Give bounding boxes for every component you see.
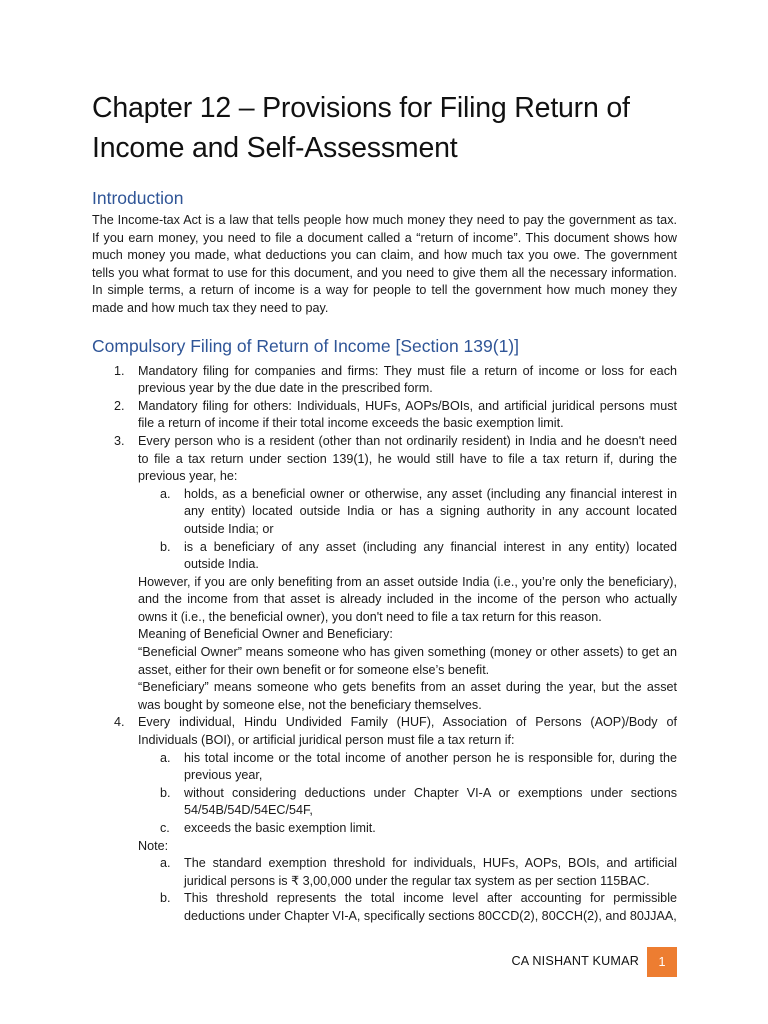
- sub-item-text: is a beneficiary of any asset (including any financial interest in any entity) located outside India.: [184, 539, 677, 572]
- note-item: [138, 890, 677, 925]
- list-item-number: 2.: [114, 398, 125, 413]
- sub-item-letter: a.: [160, 486, 171, 501]
- sub-list-item: [138, 750, 677, 785]
- list-item: [92, 398, 677, 433]
- sub-list: [138, 486, 677, 574]
- sub-item-letter: b.: [160, 539, 171, 554]
- sub-list-item: [138, 486, 677, 539]
- footer-author: CA NISHANT KUMAR: [511, 954, 639, 968]
- sub-list: [138, 750, 677, 838]
- sub-list-item: [138, 820, 677, 838]
- list-item: [92, 363, 677, 398]
- list-item: [92, 433, 677, 715]
- introduction-heading: Introduction: [92, 188, 184, 208]
- page-footer: [0, 947, 768, 977]
- list-item-text: Every person who is a resident (other than not ordinarily resident) in India and he doesn't need to file a tax return under section 139(1), he would still have to file a tax return if, during the previous year, he:: [138, 433, 677, 484]
- sub-item-letter: a.: [160, 750, 171, 765]
- note-item: [138, 855, 677, 890]
- exception-paragraph: However, if you are only benefiting from an asset outside India (i.e., you’re only the beneficiary), and the income from that asset is already included in the income of the person who actually owns it (i.e., the beneficial owner), you don't need to file a tax return for this reason.: [138, 574, 677, 624]
- list-item-number: 3.: [114, 433, 125, 448]
- introduction-paragraph: The Income-tax Act is a law that tells people how much money they need to pay the government as tax. If you earn money, you need to file a document called a “return of income”. This document shows how much money you made, what deductions you can claim, and how much tax you owe. The government tells you what format to use for this document, and you need to give them all the necessary information. In simple terms, a return of income is a way for people to tell the government how much money they made and how much tax they need to pay.: [92, 213, 677, 315]
- list-item-number: 4.: [114, 715, 125, 730]
- sub-list-item: [138, 785, 677, 820]
- chapter-title: Chapter 12 – Provisions for Filing Return of Income and Self-Assessment: [92, 92, 630, 164]
- list-item-text: Mandatory filing for others: Individuals, HUFs, AOPs/BOIs, and artificial juridical persons must file a return of income if their total income exceeds the basic exemption limit.: [138, 398, 677, 431]
- definitions-label: Meaning of Beneficial Owner and Beneficiary:: [138, 627, 393, 642]
- list-item-number: 1.: [114, 363, 125, 378]
- note-label: Note:: [138, 838, 169, 853]
- beneficial-owner-definition: “Beneficial Owner” means someone who has given something (money or other assets) to get an asset, either for their own benefit or for someone else’s benefit.: [138, 645, 677, 677]
- page-number-badge: 1: [647, 947, 677, 977]
- note-letter: b.: [160, 891, 171, 906]
- provisions-list: [92, 363, 677, 926]
- sub-item-text: without considering deductions under Chapter VI-A or exemptions under sections 54/54B/54D/54EC/54F,: [184, 785, 677, 818]
- sub-item-letter: c.: [160, 821, 170, 835]
- sub-item-text: holds, as a beneficial owner or otherwise, any asset (including any financial interest in any entity) located outside India or has a signing authority in any account located outside India; or: [184, 486, 677, 536]
- sub-item-text: exceeds the basic exemption limit.: [184, 821, 376, 835]
- compulsory-filing-heading: Compulsory Filing of Return of Income [Section 139(1)]: [92, 335, 519, 356]
- note-text: The standard exemption threshold for individuals, HUFs, AOPs, BOIs, and artificial juridical persons is ₹ 3,00,000 under the regular tax system as per section 115BAC.: [184, 856, 677, 888]
- note-letter: a.: [160, 856, 171, 871]
- document-page: [92, 0, 677, 926]
- sub-list-item: [138, 539, 677, 574]
- sub-item-text: his total income or the total income of another person he is responsible for, during the previous year,: [184, 750, 677, 783]
- note-text: This threshold represents the total income level after accounting for permissible deductions under Chapter VI-A, specifically sections 80CCD(2), 80CCH(2), and 80JJAA,: [184, 891, 677, 923]
- sub-item-letter: b.: [160, 785, 171, 800]
- list-item-text: Every individual, Hindu Undivided Family (HUF), Association of Persons (AOP)/Body of Individuals (BOI), or artificial juridical person must file a tax return if:: [138, 715, 677, 748]
- beneficiary-definition: “Beneficiary” means someone who gets benefits from an asset during the year, but the asset was bought by someone else, not the beneficiary themselves.: [138, 680, 677, 712]
- notes-list: [138, 855, 677, 925]
- list-item-text: Mandatory filing for companies and firms: They must file a return of income or loss for each previous year by the due date in the prescribed form.: [138, 363, 677, 396]
- list-item: [92, 714, 677, 925]
